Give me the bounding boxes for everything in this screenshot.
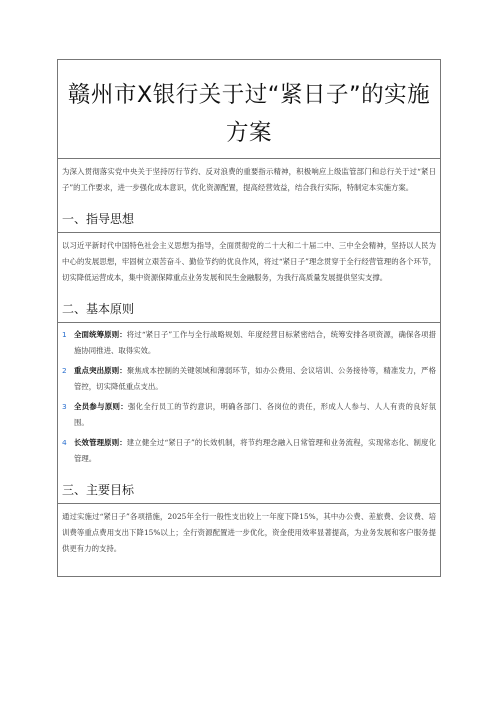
- item-label: 全面统筹原则：: [74, 330, 127, 339]
- item-text: 强化全行员工的节约意识，明确各部门、各岗位的责任，形成人人参与、人人有责的良好氛围。: [74, 402, 436, 427]
- item-number: 3: [62, 402, 67, 411]
- item-body: [74, 327, 436, 359]
- item-body: [74, 435, 436, 467]
- section-divider: [58, 322, 440, 323]
- item-number: 2: [62, 366, 67, 375]
- principle-item: [62, 327, 436, 359]
- document-title: 赣州市X银行关于过“紧日子”的实施方案: [67, 82, 431, 146]
- principle-item: [62, 399, 436, 431]
- section-divider: [58, 232, 440, 233]
- item-body: [74, 363, 436, 395]
- item-label: 重点突出原则：: [74, 366, 127, 375]
- guiding-ideology-paragraph: 以习近平新时代中国特色社会主义思想为指导，全面贯彻党的二十大和二十届二中、三中全会精神，坚持以人民为中心的发展思想，牢固树立艰苦奋斗、勤俭节约的优良作风，将过“紧日子”理念贯穿于全行经营管理的各个环节，切实降低运营成本，集中资源保障重点业务发展和民生金融服务，为我行高质量发展提供坚实支撑。: [62, 241, 436, 282]
- title-divider: [58, 158, 440, 159]
- item-number: 4: [62, 438, 67, 447]
- section-divider: [58, 503, 440, 504]
- section-heading-main-goals: 三、主要目标: [62, 483, 135, 497]
- item-text: 将过“紧日子”工作与全行战略规划、年度经营目标紧密结合，统筹安排各项资源，确保各项措施协同推进、取得实效。: [74, 330, 436, 355]
- principle-item: [62, 363, 436, 395]
- item-text: 建立健全过“紧日子”的长效机制，将节约理念融入日常管理和业务流程，实现常态化、制度化管理。: [74, 438, 436, 463]
- principle-item: [62, 435, 436, 467]
- item-label: 长效管理原则：: [74, 438, 127, 447]
- item-text: 聚焦成本控制的关键领域和薄弱环节，如办公费用、会议培训、公务接待等，精准发力，严格管控，切实降低重点支出。: [74, 366, 436, 391]
- document-page: [57, 59, 441, 577]
- item-number: 1: [62, 330, 67, 339]
- main-goals-paragraph: 通过实施过“紧日子”各项措施，2025年全行一般性支出较上一年度下降15%，其中办公费、差旅费、会议费、培训费等重点费用支出下降15%以上；全行资源配置进一步优化，资金使用效率显著提高，为业务发展和客户服务提供更有力的支持。: [62, 512, 436, 553]
- section-heading-guiding-ideology: 一、指导思想: [62, 212, 135, 226]
- intro-paragraph: 为深入贯彻落实党中央关于坚持厉行节约、反对浪费的重要指示精神，积极响应上级监管部门和总行关于过“紧日子”的工作要求，进一步强化成本意识，优化资源配置，提高经营效益，结合我行实际，特制定本实施方案。: [62, 167, 436, 192]
- item-label: 全员参与原则：: [74, 402, 128, 411]
- section-heading-basic-principles: 二、基本原则: [62, 302, 135, 316]
- item-body: [74, 399, 436, 431]
